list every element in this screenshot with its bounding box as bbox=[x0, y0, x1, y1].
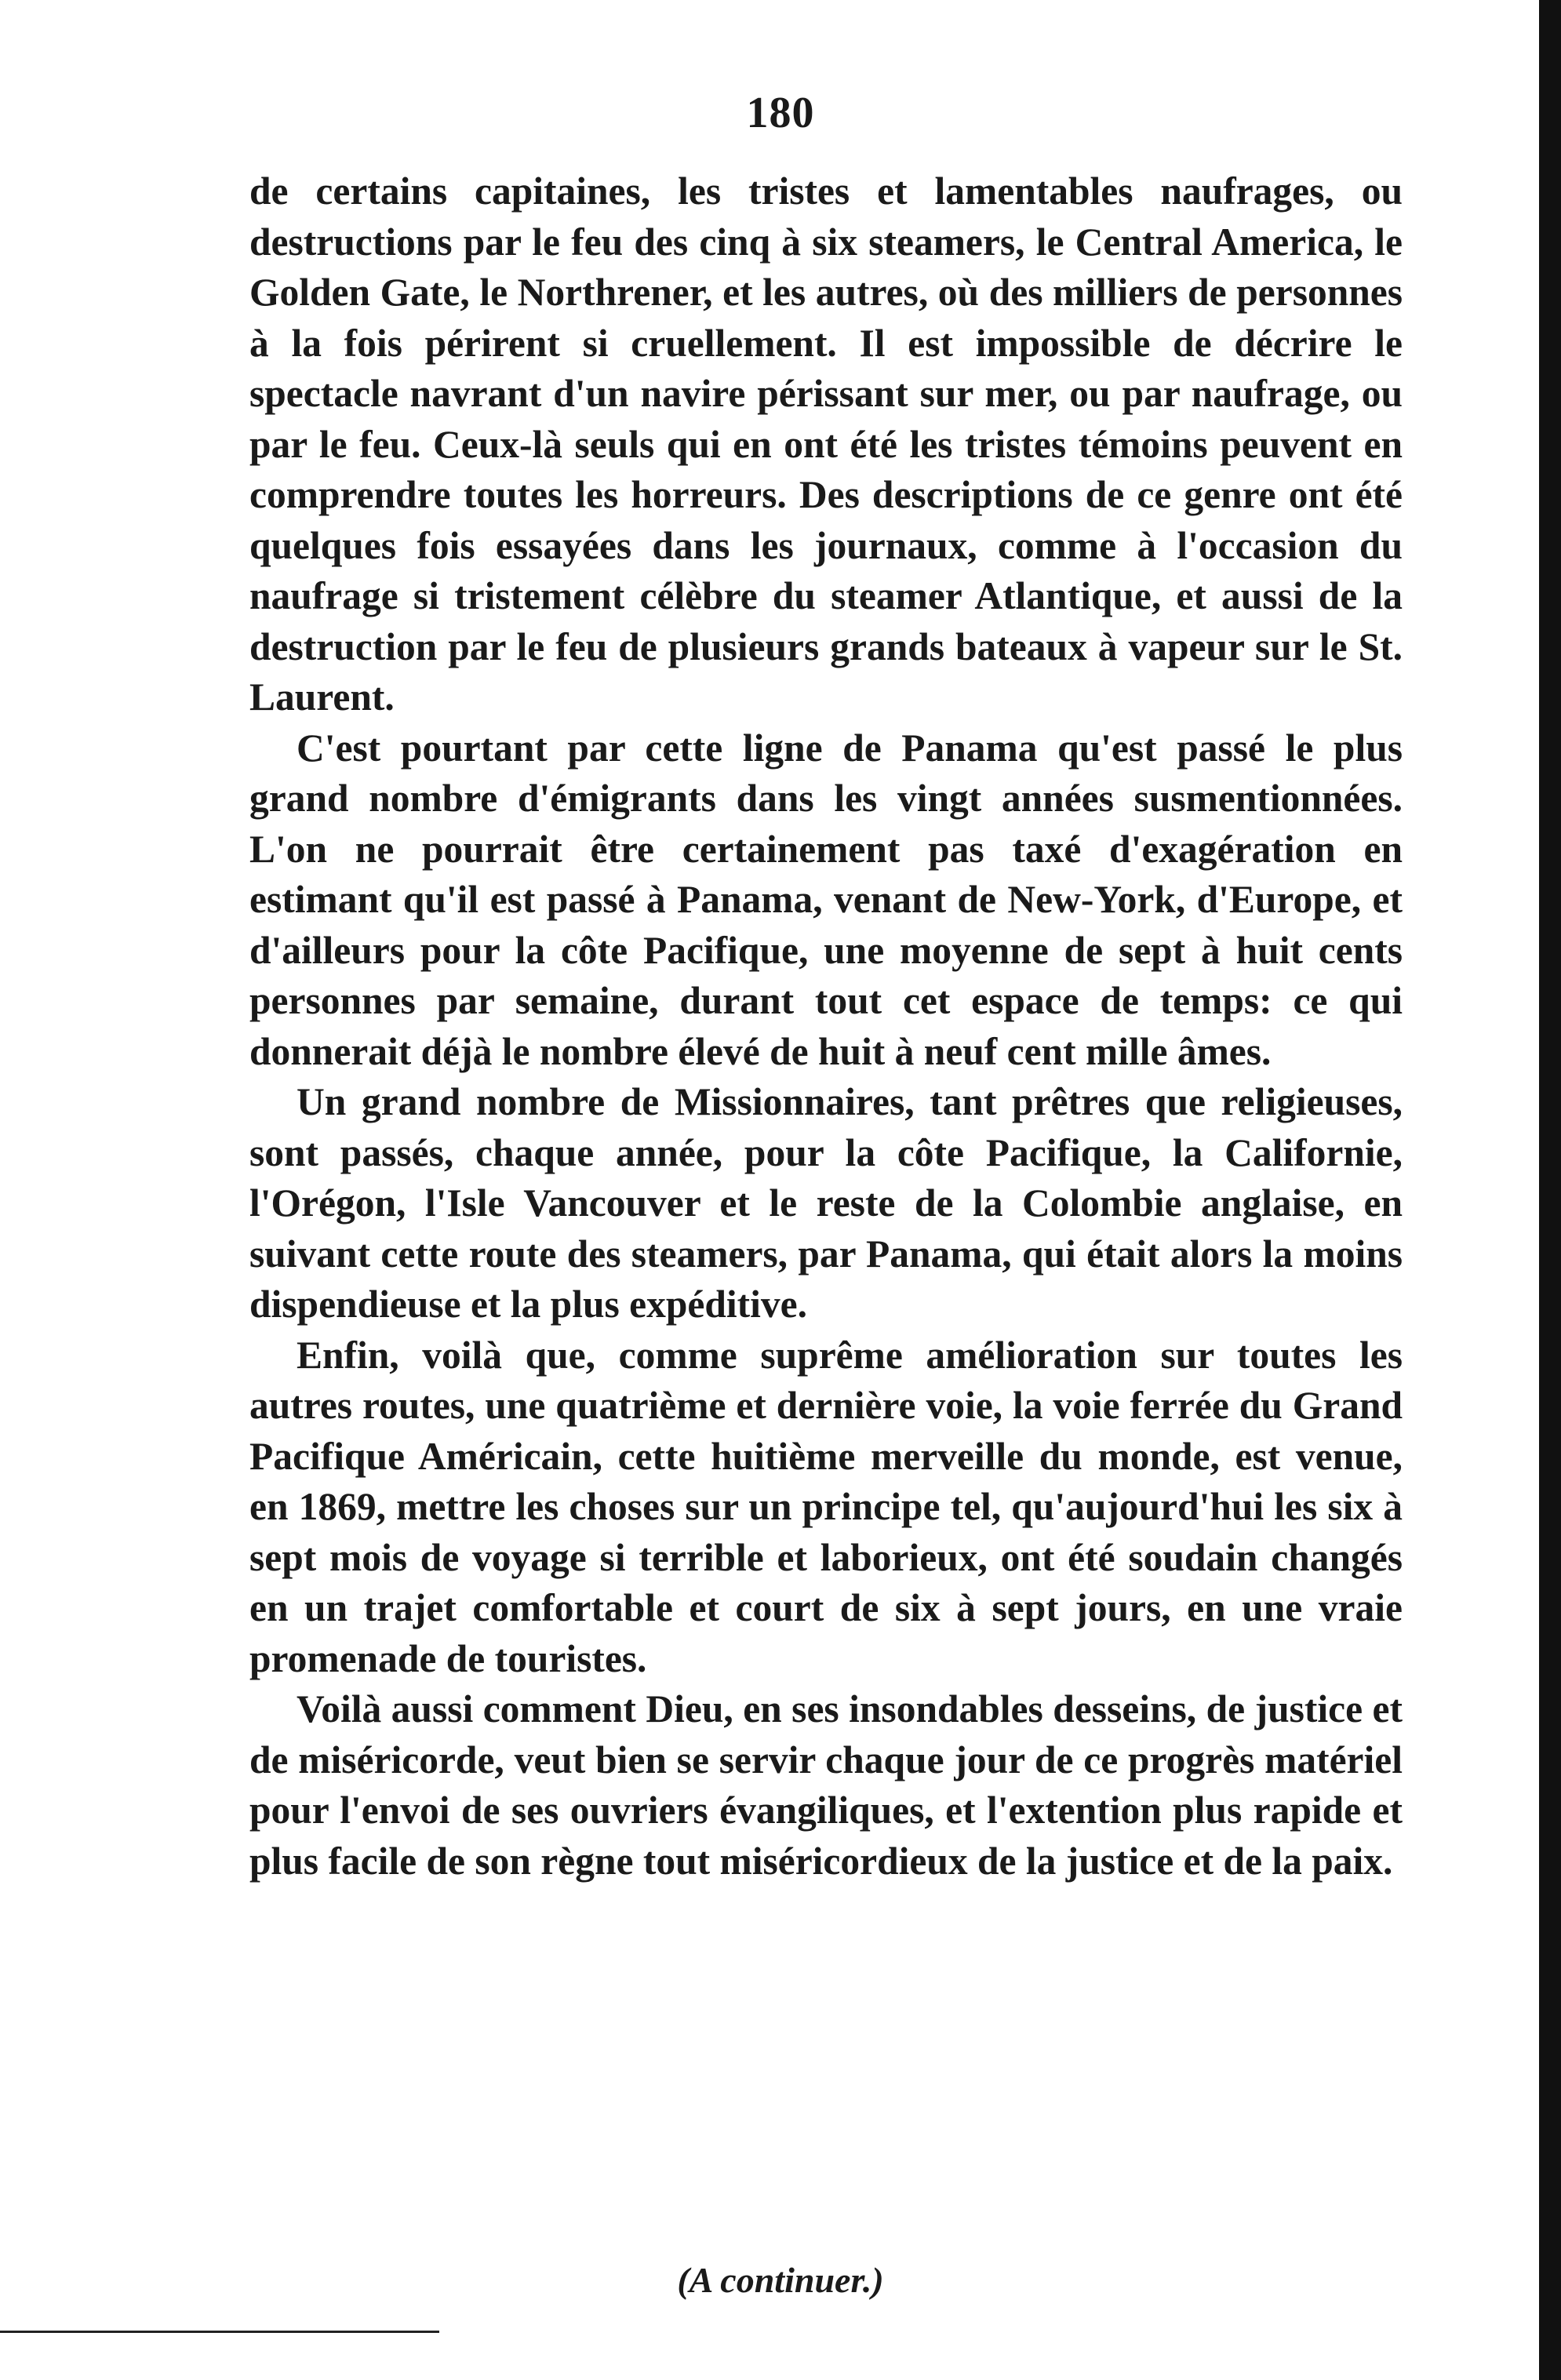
page-number: 180 bbox=[746, 89, 815, 137]
paragraph-1: de certains capitaines, les tristes et lamentables naufrages, ou destructions par le feu des cinq à six steamers, le Central America, le Golden Gate, le Northrener, et les autres, où des milliers de personnes à la fois périrent si cruellement. Il est impossible de décrire le spectacle navrant d'un navire périssant sur mer, ou par naufrage, ou par le feu. Ceux-là seuls qui en ont été les tristes témoins peuvent en comprendre toutes les horreurs. Des descriptions de ce genre ont été quelques fois essayées dans les journaux, comme à l'occasion du naufrage si tristement célèbre du steamer Atlantique, et aussi de la destruction par le feu de plusieurs grands bateaux à vapeur sur le St. Laurent. bbox=[249, 169, 1403, 719]
body-text bbox=[249, 166, 1403, 1887]
paragraph-3: Un grand nombre de Missionnaires, tant prêtres que religieuses, sont passés, chaque année, pour la côte Pacifique, la Californie, l'Orégon, l'Isle Vancouver et le reste de la Colombie anglaise, en suivant cette route des steamers, par Panama, qui était alors la moins dispendieuse et la plus expéditive. bbox=[249, 1080, 1403, 1326]
bottom-rule bbox=[0, 2331, 439, 2333]
paragraph-2: C'est pourtant par cette ligne de Panama qu'est passé le plus grand nombre d'émigrants dans les vingt années susmentionnées. L'on ne pourrait être certainement pas taxé d'exagération en estimant qu'il est passé à Panama, venant de New-York, d'Europe, et d'ailleurs pour la côte Pacifique, une moyenne de sept à huit cents personnes par semaine, durant tout cet espace de temps: ce qui donnerait déjà le nombre élevé de huit à neuf cent mille âmes. bbox=[249, 726, 1403, 1073]
paragraph-5: Voilà aussi comment Dieu, en ses insondables desseins, de justice et de miséricorde, veut bien se servir chaque jour de ce progrès matériel pour l'envoi de ses ouvriers évangiliques, et l'extention plus rapide et plus facile de son règne tout miséricordieux de la justice et de la paix. bbox=[249, 1687, 1403, 1883]
paragraph-4: Enfin, voilà que, comme suprême amélioration sur toutes les autres routes, une quatrième et dernière voie, la voie ferrée du Grand Pacifique Américain, cette huitième merveille du monde, est venue, en 1869, mettre les choses sur un principe tel, qu'aujourd'hui les six à sept mois de voyage si terrible et laborieux, ont été soudain changés en un trajet comfortable et court de six à sept jours, en une vraie promenade de touristes. bbox=[249, 1333, 1403, 1680]
page-edge-shadow bbox=[1539, 0, 1561, 2380]
continued-note: (A continuer.) bbox=[677, 2260, 884, 2300]
